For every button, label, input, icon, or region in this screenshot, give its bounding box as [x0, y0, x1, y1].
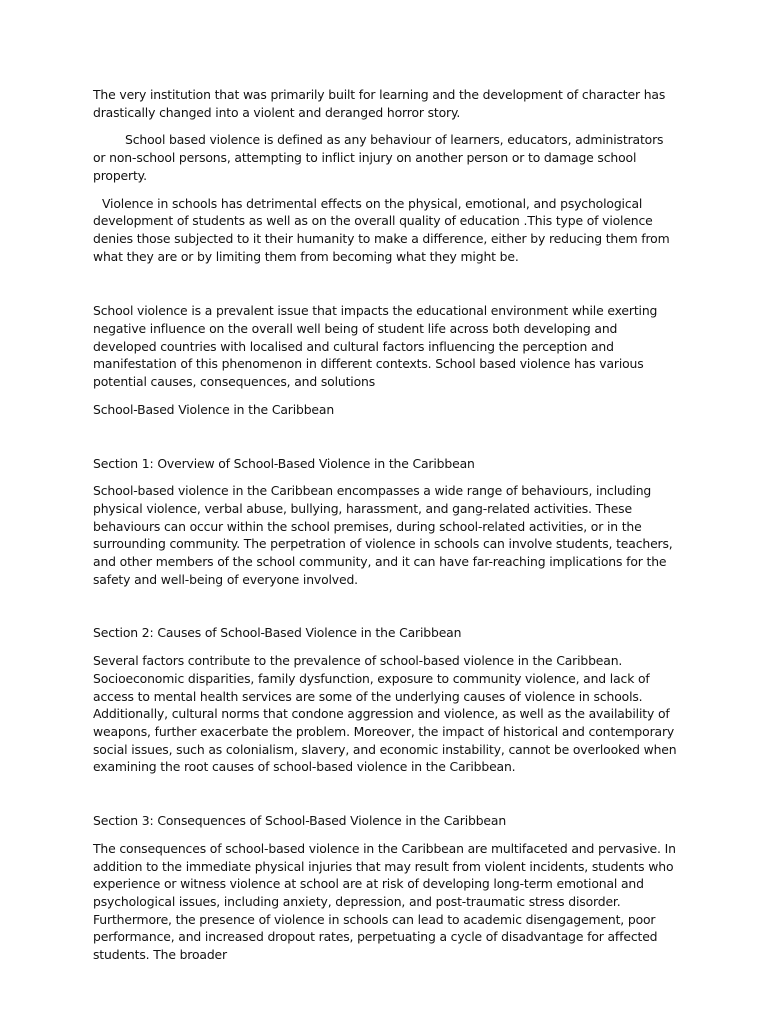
section-2-heading: Section 2: Causes of School-Based Violence in the Caribbean: [93, 625, 462, 641]
section-3-heading: Section 3: Consequences of School-Based Violence in the Caribbean: [93, 813, 507, 829]
document-subtitle: School-Based Violence in the Caribbean: [93, 401, 335, 417]
overview-paragraph: School violence is a prevalent issue that impacts the educational environment while exerting negative influence on the overall well being of student life across both developing and developed countries with localised and cultural factors influencing the perception and manifestation of this phenomenon in different contexts. School based violence has various potential causes, consequences, and solutions: [93, 303, 658, 390]
effects-paragraph: Violence in schools has detrimental effects on the physical, emotional, and psychological development of students as well as on the overall quality of education .This type of violence denies those subjected to it their humanity to make a difference, either by reducing them from what they are or by limiting them from becoming what they might be.: [93, 195, 670, 264]
section-1-body: School-based violence in the Caribbean encompasses a wide range of behaviours, including physical violence, verbal abuse, bullying, harassment, and gang-related activities. These behaviours can occur within the school premises, during school-related activities, or in the surrounding community. The perpetration of violence in schools can involve students, teachers, and other members of the school community, and it can have far-reaching implications for the safety and well-being of everyone involved.: [93, 483, 673, 587]
definition-paragraph: School based violence is defined as any behaviour of learners, educators, administrators or non-school persons, attempting to inflict injury on another person or to damage school property.: [93, 132, 664, 183]
section-2-body: Several factors contribute to the prevalence of school-based violence in the Caribbean. Socioeconomic disparities, family dysfunction, exposure to community violence, and lack of access to mental health services are some of the underlying causes of violence in schools. Additionally, cultural norms that condone aggression and violence, as well as the availability of weapons, further exacerbate the problem. Moreover, the impact of historical and contemporary social issues, such as colonialism, slavery, and economic instability, cannot be overlooked when examining the root causes of school-based violence in the Caribbean.: [93, 653, 677, 775]
section-3-body: The consequences of school-based violence in the Caribbean are multifaceted and pervasive. In addition to the immediate physical injuries that may result from violent incidents, students who experience or witness violence at school are at risk of developing long-term emotional and psychological issues, including anxiety, depression, and post-traumatic stress disorder. Furthermore, the presence of violence in schools can lead to academic disengagement, poor performance, and increased dropout rates, perpetuating a cycle of disadvantage for affected students. The broader: [93, 840, 676, 963]
intro-paragraph: The very institution that was primarily built for learning and the development of character has drastically changed into a violent and deranged horror story.: [93, 87, 666, 120]
document-body: [93, 86, 677, 1000]
section-1-heading: Section 1: Overview of School-Based Violence in the Caribbean: [93, 455, 475, 471]
